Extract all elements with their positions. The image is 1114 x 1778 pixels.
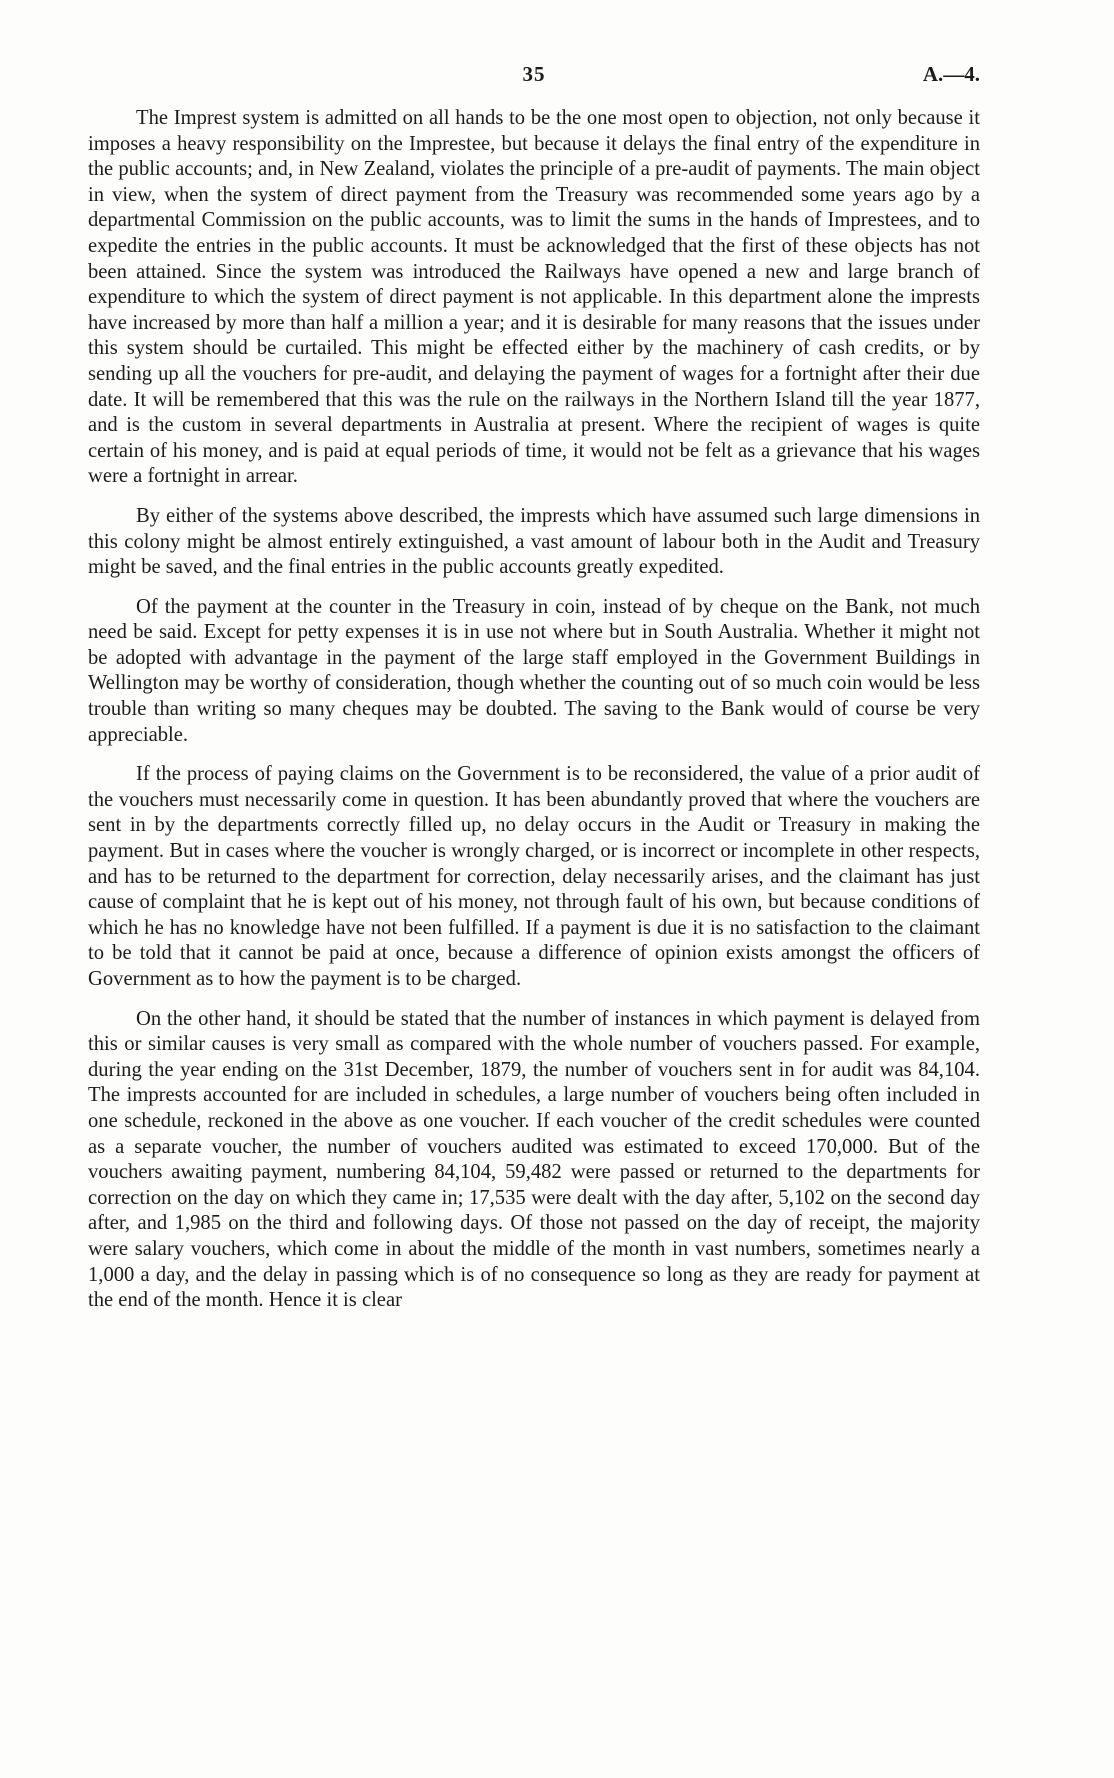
paragraph-imprest-system: The Imprest system is admitted on all hands to be the one most open to objection, not only because it imposes a heavy responsibility on the Imprestee, but because it delays the final entry of the expenditure in the public accounts; and, in New Zealand, violates the principle of a pre-audit of payments. The main object in view, when the system of direct payment from the Treasury was recommended some years ago by a departmental Commission on the public accounts, was to limit the sums in the hands of Imprestees, and to expedite the entries in the public accounts. It must be acknowledged that the first of these objects has not been attained. Since the system was introduced the Railways have opened a new and large branch of expenditure to which the system of direct payment is not applicable. In this department alone the imprests have increased by more than half a million a year; and it is desirable for many reasons that the issues under this system should be curtailed. This might be effected either by the machinery of cash credits, or by sending up all the vouchers for pre-audit, and delaying the payment of wages for a fortnight after their due date. It will be remembered that this was the rule on the railways in the Northern Island till the year 1877, and is the custom in several departments in Australia at present. Where the recipient of wages is quite certain of his money, and is paid at equal periods of time, it would not be felt as a grievance that his wages were a fortnight in arrear.	[88, 107, 980, 488]
page-number: 35	[522, 62, 546, 86]
document-reference: A.—4.	[922, 62, 980, 86]
paragraph-payment-in-coin: Of the payment at the counter in the Treasury in coin, instead of by cheque on the Bank, not much need be said. Except for petty expenses it is in use not where but in South Australia. Whether it might not be adopted with advantage in the payment of the large staff employed in the Government Buildings in Wellington may be worthy of consideration, though whether the counting out of so much coin would be less trouble than writing so many cheques may be doubted. The saving to the Bank would of course be very appreciable.	[88, 595, 980, 746]
paragraph-prior-audit: If the process of paying claims on the Government is to be reconsidered, the value of a prior audit of the vouchers must necessarily come in question. It has been abundantly proved that where the vouchers are sent in by the departments correctly filled up, no delay occurs in the Audit or Treasury in making the payment. But in cases where the voucher is wrongly charged, or is incorrect or incomplete in other respects, and has to be returned to the department for correction, delay necessarily arises, and the claimant has just cause of complaint that he is kept out of his money, not through fault of his own, but because conditions of which he has no knowledge have not been fulfilled. If a payment is due it is no satisfaction to the claimant to be told that it cannot be paid at once, because a difference of opinion exists amongst the officers of Government as to how the payment is to be charged.	[88, 763, 980, 990]
paragraph-voucher-statistics: On the other hand, it should be stated that the number of instances in which payment is delayed from this or similar causes is very small as compared with the whole number of vouchers passed. For example, during the year ending on the 31st December, 1879, the number of vouchers sent in for audit was 84,104. The imprests accounted for are included in schedules, a large number of vouchers being often included in one schedule, reckoned in the above as one voucher. If each voucher of the credit schedules were counted as a separate voucher, the number of vouchers audited was estimated to exceed 170,000. But of the vouchers awaiting payment, numbering 84,104, 59,482 were passed or returned to the departments for correction on the day on which they came in; 17,535 were dealt with the day after, 5,102 on the second day after, and 1,985 on the third and following days. Of those not passed on the day of receipt, the majority were salary vouchers, which come in about the middle of the month in vast numbers, sometimes nearly a 1,000 a day, and the delay in passing which is of no consequence so long as they are ready for payment at the end of the month. Hence it is clear	[88, 1007, 980, 1312]
paragraph-systems-described: By either of the systems above described, the imprests which have assumed such large dimensions in this colony might be almost entirely extinguished, a vast amount of labour both in the Audit and Treasury might be saved, and the final entries in the public accounts greatly expedited.	[88, 504, 980, 579]
body-text	[88, 106, 980, 1328]
page-header	[88, 62, 980, 92]
